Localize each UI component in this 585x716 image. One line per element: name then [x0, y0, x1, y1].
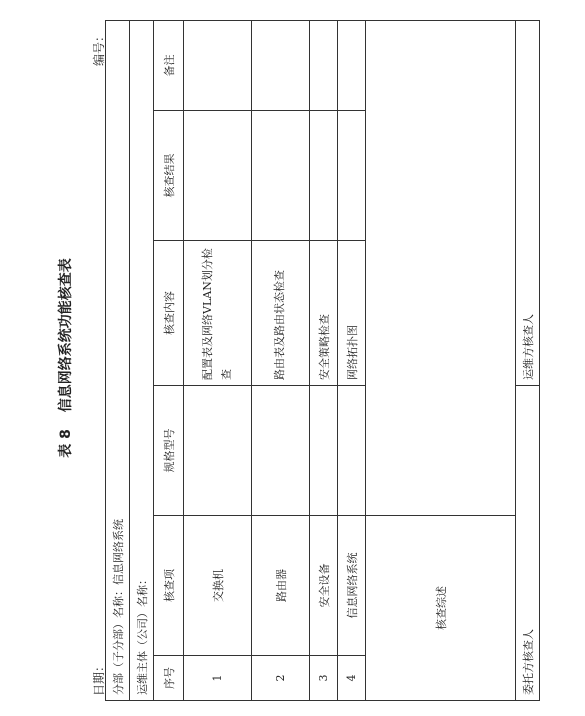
row-result — [184, 111, 252, 241]
table-title — [55, 0, 75, 716]
row-result — [252, 111, 310, 241]
header-remark: 备注 — [154, 20, 184, 110]
row-remark — [310, 20, 338, 110]
row-seq: 1 — [184, 656, 252, 701]
row-content — [252, 241, 310, 386]
table-title-text: 信息网络系统功能核查表 — [58, 258, 74, 413]
row-item: 信息网络系统 — [338, 516, 366, 656]
date-label: 日期： — [92, 659, 106, 696]
row-seq: 4 — [338, 656, 366, 701]
header-result: 核查结果 — [154, 111, 184, 241]
row-result — [338, 111, 366, 241]
row-model — [184, 386, 252, 516]
row-content-text: 路由表及路由状态检查 — [273, 270, 287, 380]
summary-label: 核查综述 — [366, 516, 516, 701]
summary-content — [366, 20, 516, 515]
signature-row — [516, 20, 540, 700]
row-content: 网络拓扑图 — [338, 241, 366, 386]
row-remark — [184, 20, 252, 110]
table-number: 表 8 — [58, 429, 74, 458]
header-row — [154, 20, 184, 700]
row-content-text: 配置表及网络VLAN划分检查 — [200, 248, 233, 380]
row-remark — [338, 20, 366, 110]
header-content: 核查内容 — [154, 241, 184, 386]
table-row — [184, 20, 252, 700]
row-remark — [252, 20, 310, 110]
row-item: 路由器 — [252, 516, 310, 656]
client-reviewer-label: 委托方核查人 — [516, 386, 540, 701]
row-seq: 3 — [310, 656, 338, 701]
row-model — [310, 386, 338, 516]
number-label: 编号： — [92, 30, 106, 67]
row-model — [252, 386, 310, 516]
row-model — [338, 386, 366, 516]
operator-reviewer-label: 运维方核查人 — [516, 20, 540, 385]
table-row — [252, 20, 310, 700]
header-seq: 序号 — [154, 656, 184, 701]
header-item: 核查项 — [154, 516, 184, 656]
summary-row — [366, 20, 516, 700]
check-table — [105, 20, 540, 701]
row-result — [310, 111, 338, 241]
row-content: 安全策略检查 — [310, 241, 338, 386]
row-item: 交换机 — [184, 516, 252, 656]
subsection-name: 分部（子分部）名称：信息网络系统 — [106, 20, 130, 700]
operator-name: 运维主体（公司）名称： — [130, 20, 154, 700]
header-model: 规格型号 — [154, 386, 184, 516]
row-content — [184, 241, 252, 386]
row-item: 安全设备 — [310, 516, 338, 656]
table-row — [338, 20, 366, 700]
row-seq: 2 — [252, 656, 310, 701]
table-row — [310, 20, 338, 700]
